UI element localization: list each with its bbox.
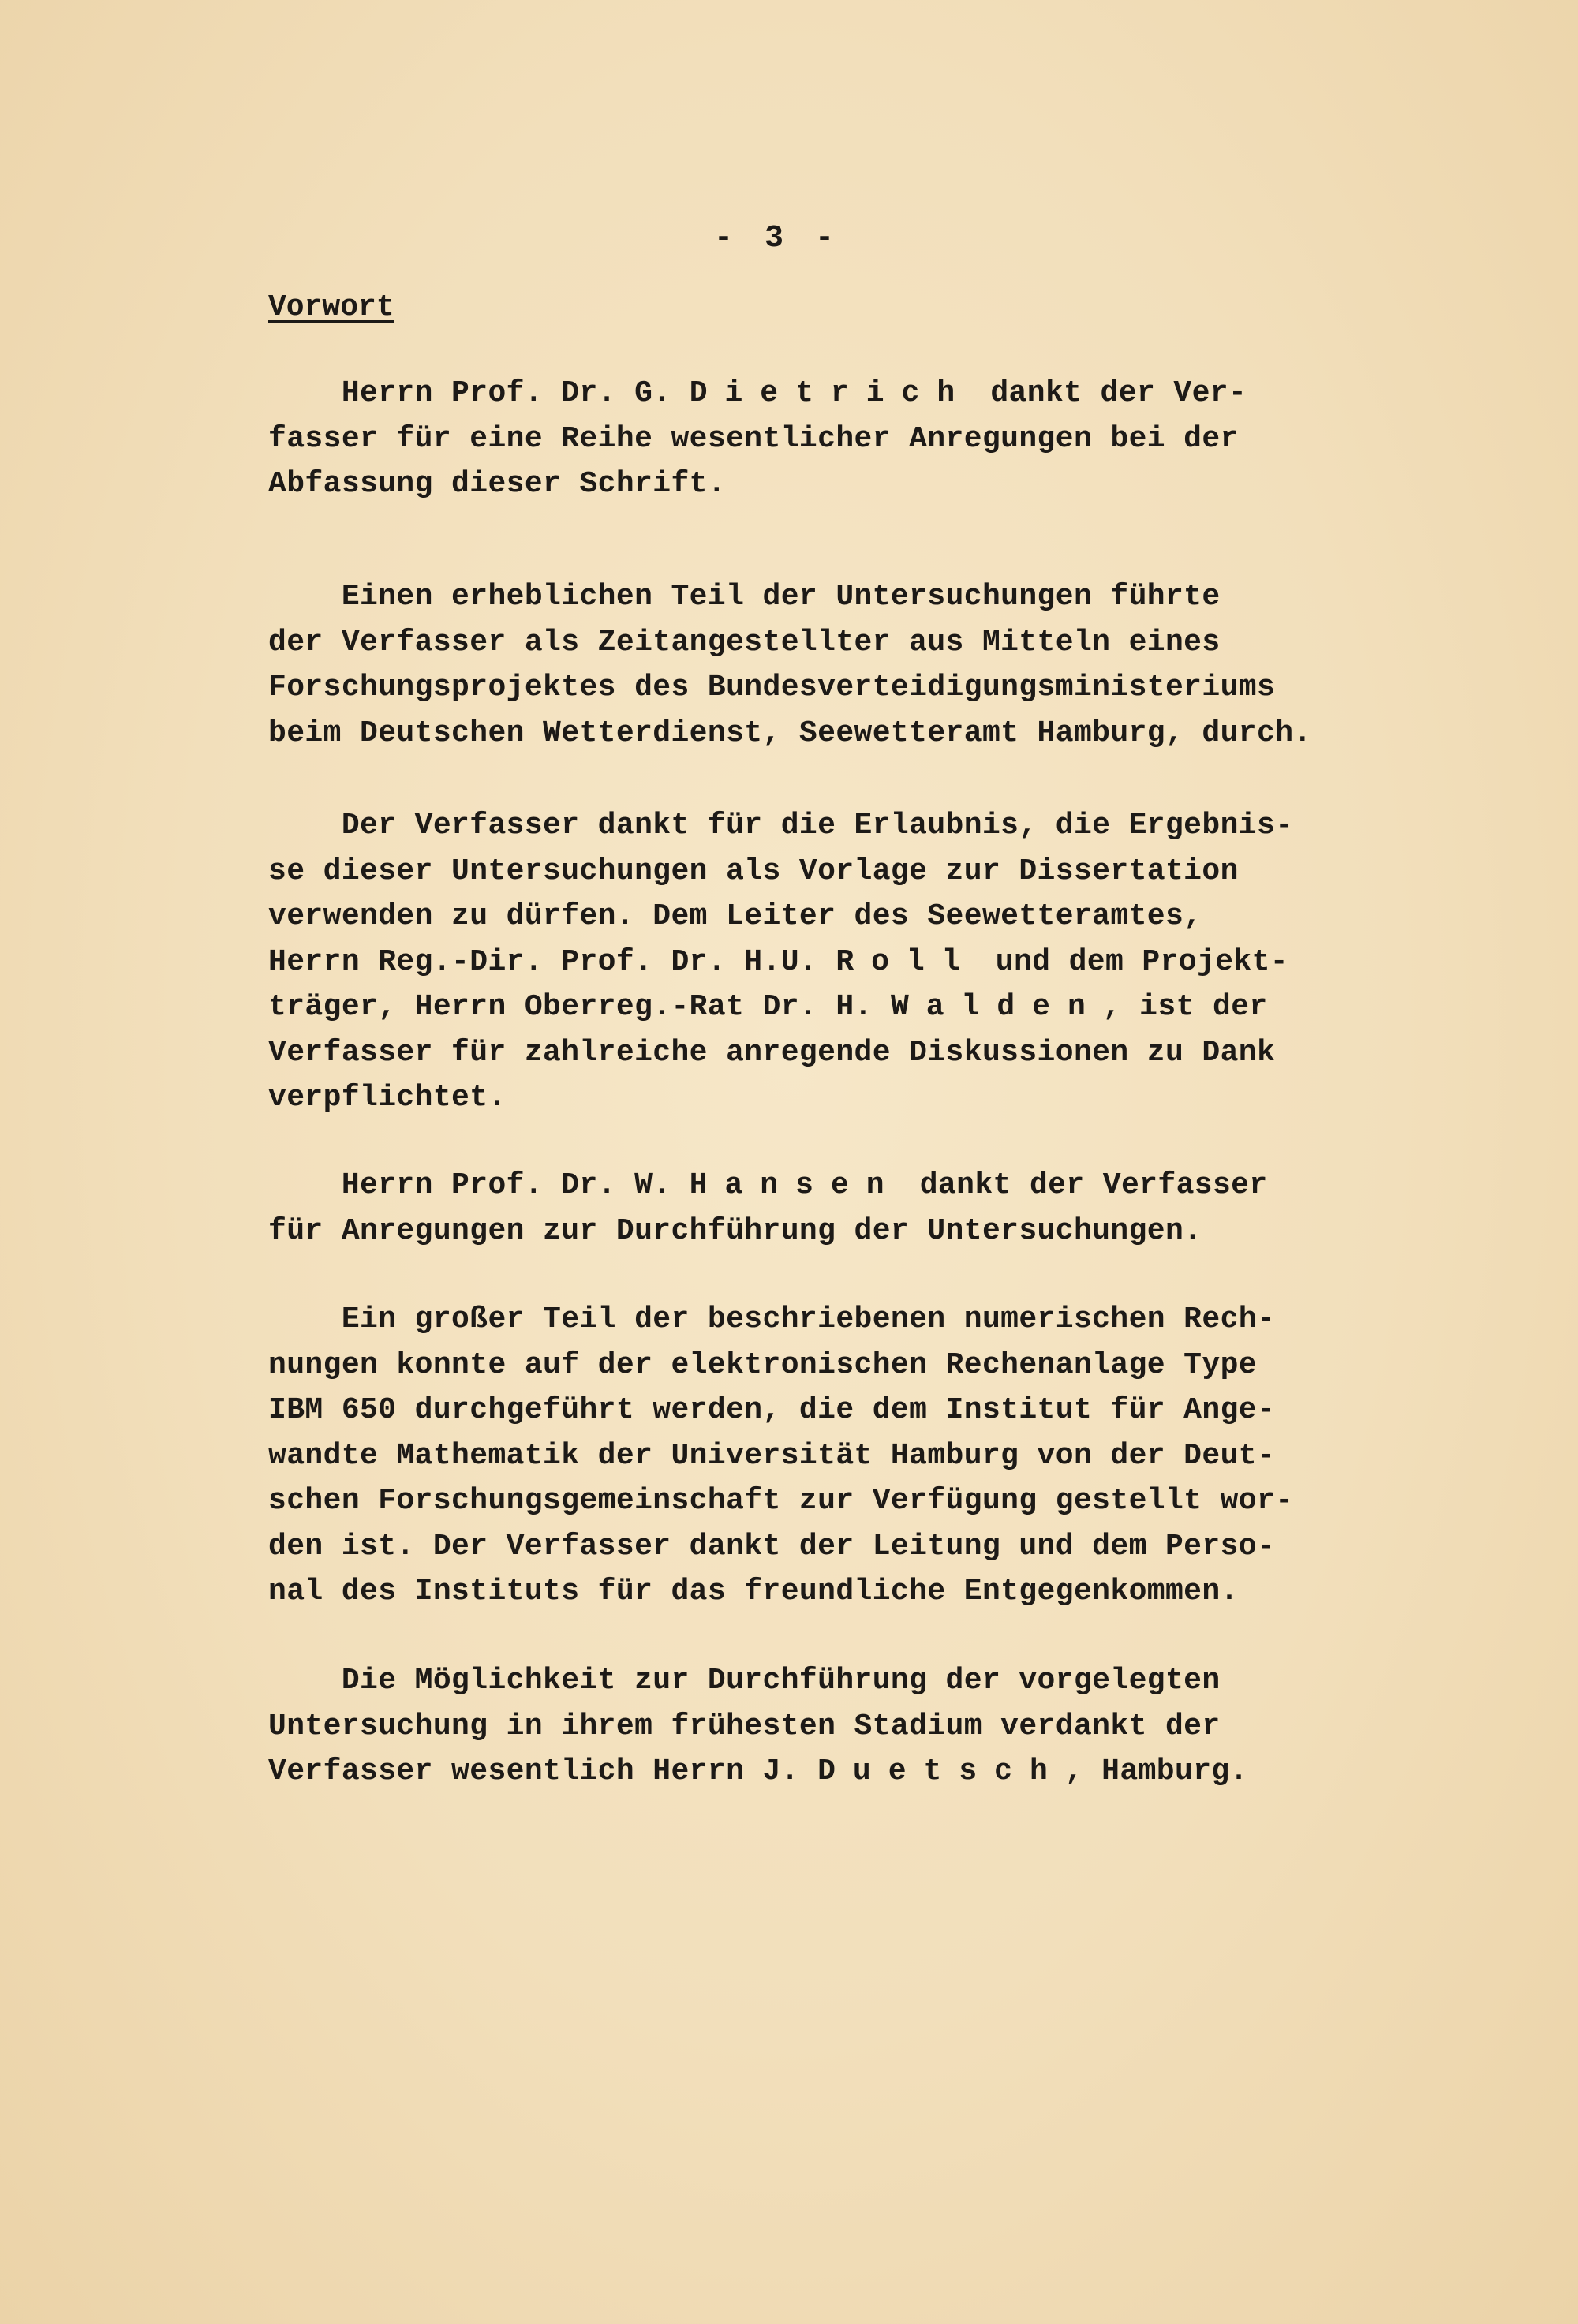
text-line bbox=[268, 899, 1202, 935]
text-run: den ist. Der Verfasser dankt der Leitung und dem Perso- bbox=[268, 1529, 1276, 1564]
page-number: - 3 - bbox=[714, 221, 841, 256]
text-line bbox=[268, 1080, 507, 1116]
text-line bbox=[268, 1347, 1257, 1384]
text-run: träger, Herrn Oberreg.-Rat Dr. H. bbox=[268, 990, 891, 1024]
text-line bbox=[268, 1392, 1275, 1429]
text-run: dankt der Ver- bbox=[972, 376, 1247, 410]
text-line bbox=[268, 1168, 1268, 1204]
text-line bbox=[268, 1754, 1248, 1790]
text-run: Die Möglichkeit zur Durchführung der vorgelegten bbox=[268, 1664, 1221, 1698]
text-run: wandte Mathematik der Universität Hamburg von der Deut- bbox=[268, 1438, 1276, 1473]
text-run: nungen konnte auf der elektronischen Rechenanlage Type bbox=[268, 1347, 1257, 1382]
text-run: dankt der Verfasser bbox=[901, 1168, 1268, 1202]
text-line bbox=[268, 579, 1221, 615]
text-line bbox=[268, 1529, 1275, 1565]
text-run: nal des Instituts für das freundliche Entgegenkommen. bbox=[268, 1575, 1239, 1608]
text-run: IBM 650 durchgeführt werden, die dem Institut für Ange- bbox=[268, 1393, 1276, 1427]
text-run: Herrn Reg.-Dir. Prof. Dr. H.U. bbox=[268, 944, 836, 979]
text-run: Forschungsprojektes des Bundesverteidigungsministeriums bbox=[268, 671, 1276, 704]
emphasized-name: Hansen bbox=[689, 1168, 902, 1202]
text-line bbox=[268, 376, 1247, 412]
emphasized-name: Walden bbox=[890, 990, 1103, 1024]
text-run: schen Forschungsgemeinschaft zur Verfügung gestellt wor- bbox=[268, 1484, 1294, 1518]
text-line bbox=[268, 854, 1239, 890]
text-run: Verfasser für zahlreiche anregende Diskussionen zu Dank bbox=[268, 1035, 1276, 1070]
text-run: , Hamburg. bbox=[1064, 1754, 1248, 1788]
text-line bbox=[268, 1438, 1275, 1474]
text-run: Abfassung dieser Schrift. bbox=[268, 467, 727, 501]
text-run: Einen erheblichen Teil der Untersuchungen führte bbox=[268, 580, 1221, 614]
text-run: verwenden zu dürfen. Dem Leiter des Seewetteramtes, bbox=[268, 899, 1202, 933]
text-run: se dieser Untersuchungen als Vorlage zur Dissertation bbox=[268, 854, 1239, 888]
emphasized-name: Dietrich bbox=[689, 376, 973, 410]
text-run: Ein großer Teil der beschriebenen numerischen Rech- bbox=[268, 1302, 1276, 1336]
text-line bbox=[268, 1213, 1202, 1250]
text-run: Herrn Prof. Dr. W. bbox=[268, 1168, 690, 1202]
text-line bbox=[268, 625, 1221, 661]
text-line bbox=[268, 670, 1275, 706]
text-line bbox=[268, 466, 726, 503]
text-line bbox=[268, 1302, 1275, 1338]
emphasized-name: Roll bbox=[836, 944, 978, 979]
text-run: und dem Projekt- bbox=[977, 944, 1289, 979]
text-line bbox=[268, 1663, 1221, 1699]
text-run: Untersuchung in ihrem frühesten Stadium verdankt der bbox=[268, 1709, 1221, 1743]
text-run: Herrn Prof. Dr. G. bbox=[268, 376, 690, 410]
text-run: fasser für eine Reihe wesentlicher Anregungen bei der bbox=[268, 421, 1239, 456]
text-line bbox=[268, 1709, 1221, 1745]
text-run: Verfasser wesentlich Herrn J. bbox=[268, 1754, 818, 1788]
text-run: für Anregungen zur Durchführung der Untersuchungen. bbox=[268, 1213, 1202, 1248]
text-line bbox=[268, 944, 1288, 981]
text-run: Der Verfasser dankt für die Erlaubnis, die Ergebnis- bbox=[268, 809, 1294, 843]
text-line bbox=[268, 1035, 1275, 1071]
text-line bbox=[268, 989, 1268, 1026]
emphasized-name: Duetsch bbox=[817, 1754, 1065, 1788]
text-run: der Verfasser als Zeitangestellter aus Mitteln eines bbox=[268, 625, 1221, 659]
text-run: beim Deutschen Wetterdienst, Seewetteramt Hamburg, durch. bbox=[268, 716, 1312, 750]
text-run: verpflichtet. bbox=[268, 1081, 507, 1115]
text-line bbox=[268, 1574, 1239, 1610]
text-line bbox=[268, 716, 1312, 752]
text-line bbox=[268, 808, 1293, 844]
text-line bbox=[268, 421, 1239, 458]
text-run: , ist der bbox=[1102, 990, 1268, 1024]
section-heading: Vorwort bbox=[268, 290, 394, 324]
text-line bbox=[268, 1483, 1293, 1519]
